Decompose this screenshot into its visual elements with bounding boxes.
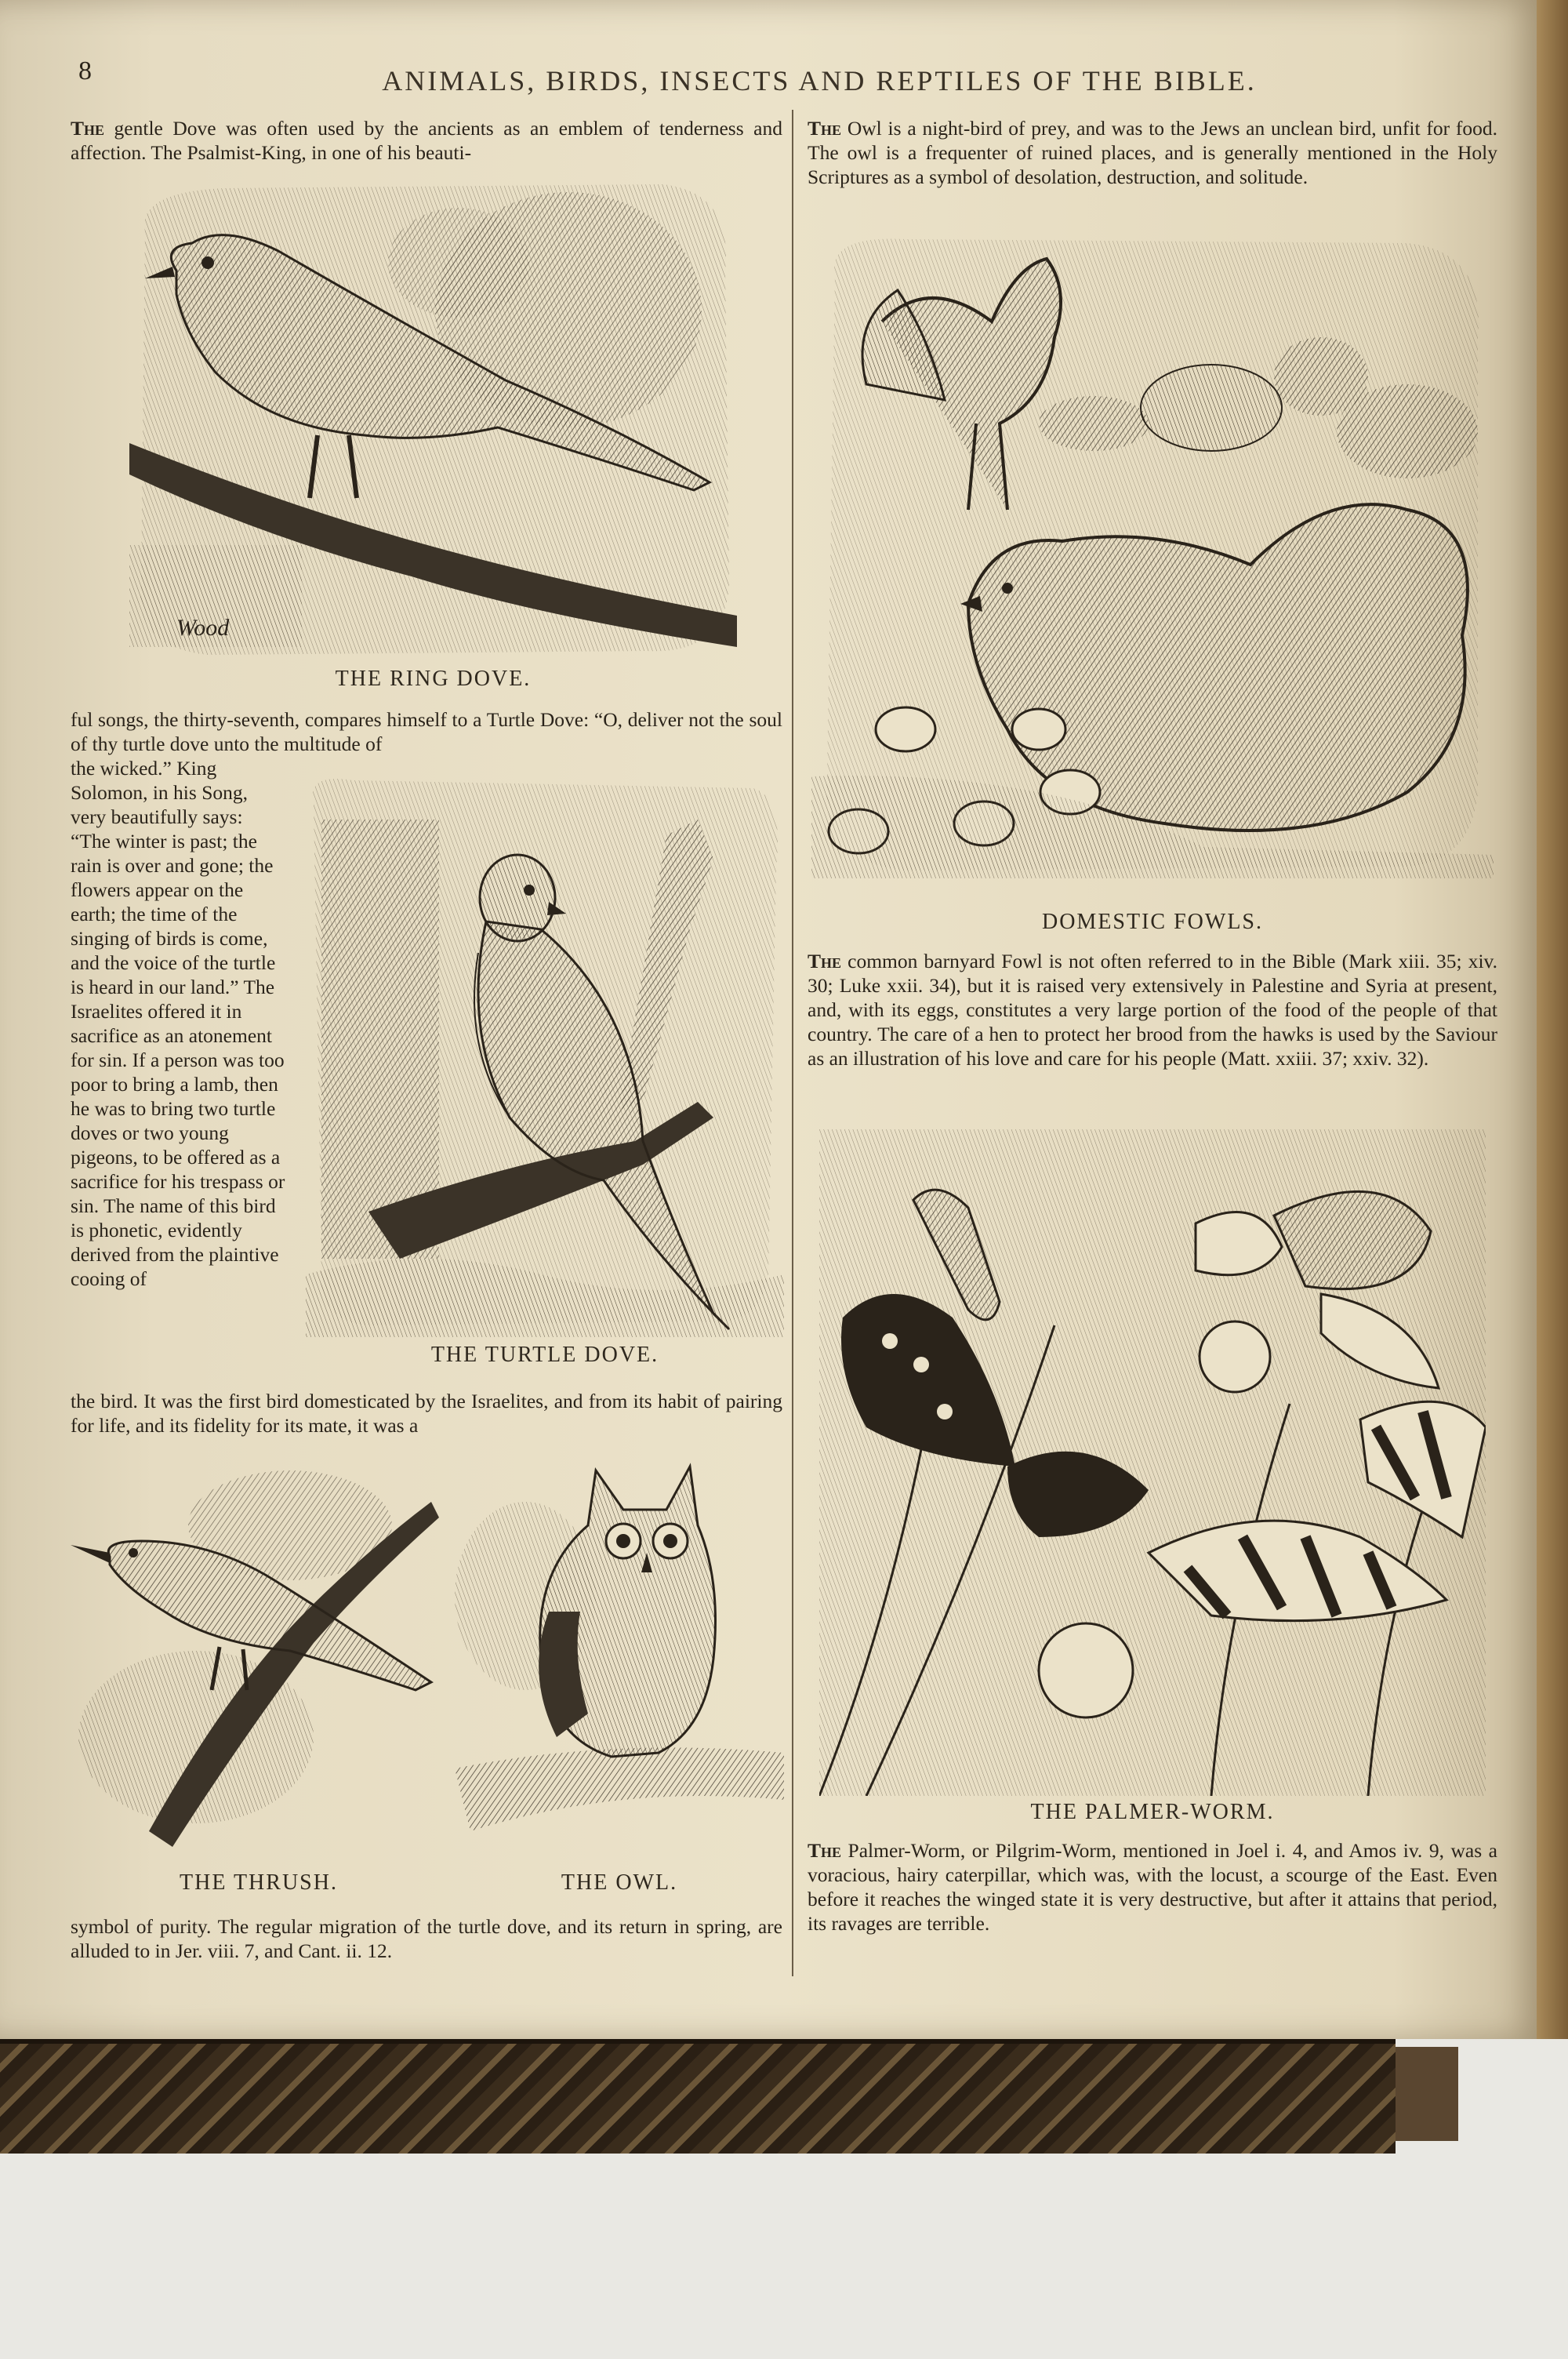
turtle-dove-drawing (306, 772, 784, 1337)
purity-paragraph: symbol of purity. The regular migration of the turtle dove, and its return in spring, are alluded to in Jer. viii. 7, and Cant. ii. 12. (71, 1915, 782, 1962)
palmer-worm-drawing (819, 1129, 1486, 1796)
turtle-dove-engraving (306, 772, 784, 1337)
owl-caption: THE OWL. (561, 1870, 678, 1895)
ring-dove-engraving (129, 176, 737, 663)
turtle-dove-paragraph-2: the wicked.” King Solomon, in his Song, very beautifully says: “The winter is past; the rain is over and gone; the flowers appear on the earth; the time of the singing of birds is come, and the voice of the turtle is heard in our land.” The Israelites offered it in sacrifice as an atonement for sin. If a person was too poor to bring a lamb, then he was to bring two turtle doves or two young pigeons, to be offered as a sacrifice for his trespass or sin. The name of this bird is phonetic, evidently derived from the plaintive cooing of (71, 757, 285, 1290)
page-number: 8 (78, 56, 92, 85)
domestic-fowls-engraving (811, 227, 1494, 878)
ring-dove-drawing (129, 176, 737, 663)
turtle-dove-caption: THE TURTLE DOVE. (430, 1343, 659, 1367)
dove-intro-lead: The (71, 117, 105, 140)
thrush-drawing (71, 1455, 447, 1863)
turtle-dove-paragraph-3: the bird. It was the first bird domesticated by the Israelites, and from its habit of pairing for life, and its fidelity for its mate, it was a (71, 1390, 782, 1437)
column-divider (792, 110, 793, 1976)
engraver-signature: Wood (176, 615, 230, 641)
dove-intro-text: gentle Dove was often used by the ancients as an emblem of tenderness and affection. The Psalmist-King, in one of his beauti- (71, 117, 782, 164)
owl-paragraph (808, 116, 1497, 189)
palmer-worm-paragraph-text: Palmer-Worm, or Pilgrim-Worm, mentioned in Joel i. 4, and Amos iv. 9, was a voracious, hairy caterpillar, which was, with the locust, a scourge of the East. Even before it reaches the winged state it is very destructive, but after it attains that period, its ravages are terrible. (808, 1839, 1497, 1935)
dove-intro-paragraph (71, 116, 782, 165)
palmer-worm-paragraph (808, 1838, 1497, 1936)
ring-dove-caption: THE RING DOVE. (335, 667, 532, 691)
owl-paragraph-lead: The (808, 117, 842, 140)
book-binding-edge (1396, 2047, 1458, 2141)
owl-drawing (455, 1455, 784, 1863)
owl-engraving (455, 1455, 784, 1863)
fowl-paragraph-text: common barnyard Fowl is not often referred to in the Bible (Mark xiii. 35; xiv. 30; Luke xxii. 34), but it is raised very extensively in Palestine and Syria at present, and, with its eggs, constitutes a very large portion of the food of the people of that country. The care of a hen to protect her brood from the hawks is used by the Saviour as an illustration of his love and care for his people (Matt. xxiii. 37; xxiv. 32). (808, 950, 1497, 1070)
thrush-caption: THE THRUSH. (180, 1870, 338, 1895)
turtle-dove-paragraph-1: ful songs, the thirty-seventh, compares himself to a Turtle Dove: “O, deliver not the soul of thy turtle dove unto the multitude of (71, 708, 782, 755)
book-binding (0, 2039, 1396, 2154)
fowl-paragraph-lead: The (808, 950, 842, 972)
book-spine (1537, 0, 1568, 2039)
owl-paragraph-text: Owl is a night-bird of prey, and was to the Jews an unclean bird, unfit for food. The owl is a frequenter of ruined places, and is generally mentioned in the Holy Scriptures as a symbol of desolation, destruction, and solitude. (808, 117, 1497, 188)
running-head: ANIMALS, BIRDS, INSECTS AND REPTILES OF THE BIBLE. (382, 65, 1257, 96)
fowl-paragraph (808, 949, 1497, 1070)
thrush-engraving (71, 1455, 447, 1863)
palmer-worm-paragraph-lead: The (808, 1839, 842, 1862)
domestic-fowls-caption: DOMESTIC FOWLS. (1041, 910, 1263, 934)
palmer-worm-engraving (819, 1129, 1486, 1796)
palmer-worm-caption: THE PALMER-WORM. (1030, 1800, 1275, 1824)
domestic-fowls-drawing (811, 227, 1494, 878)
